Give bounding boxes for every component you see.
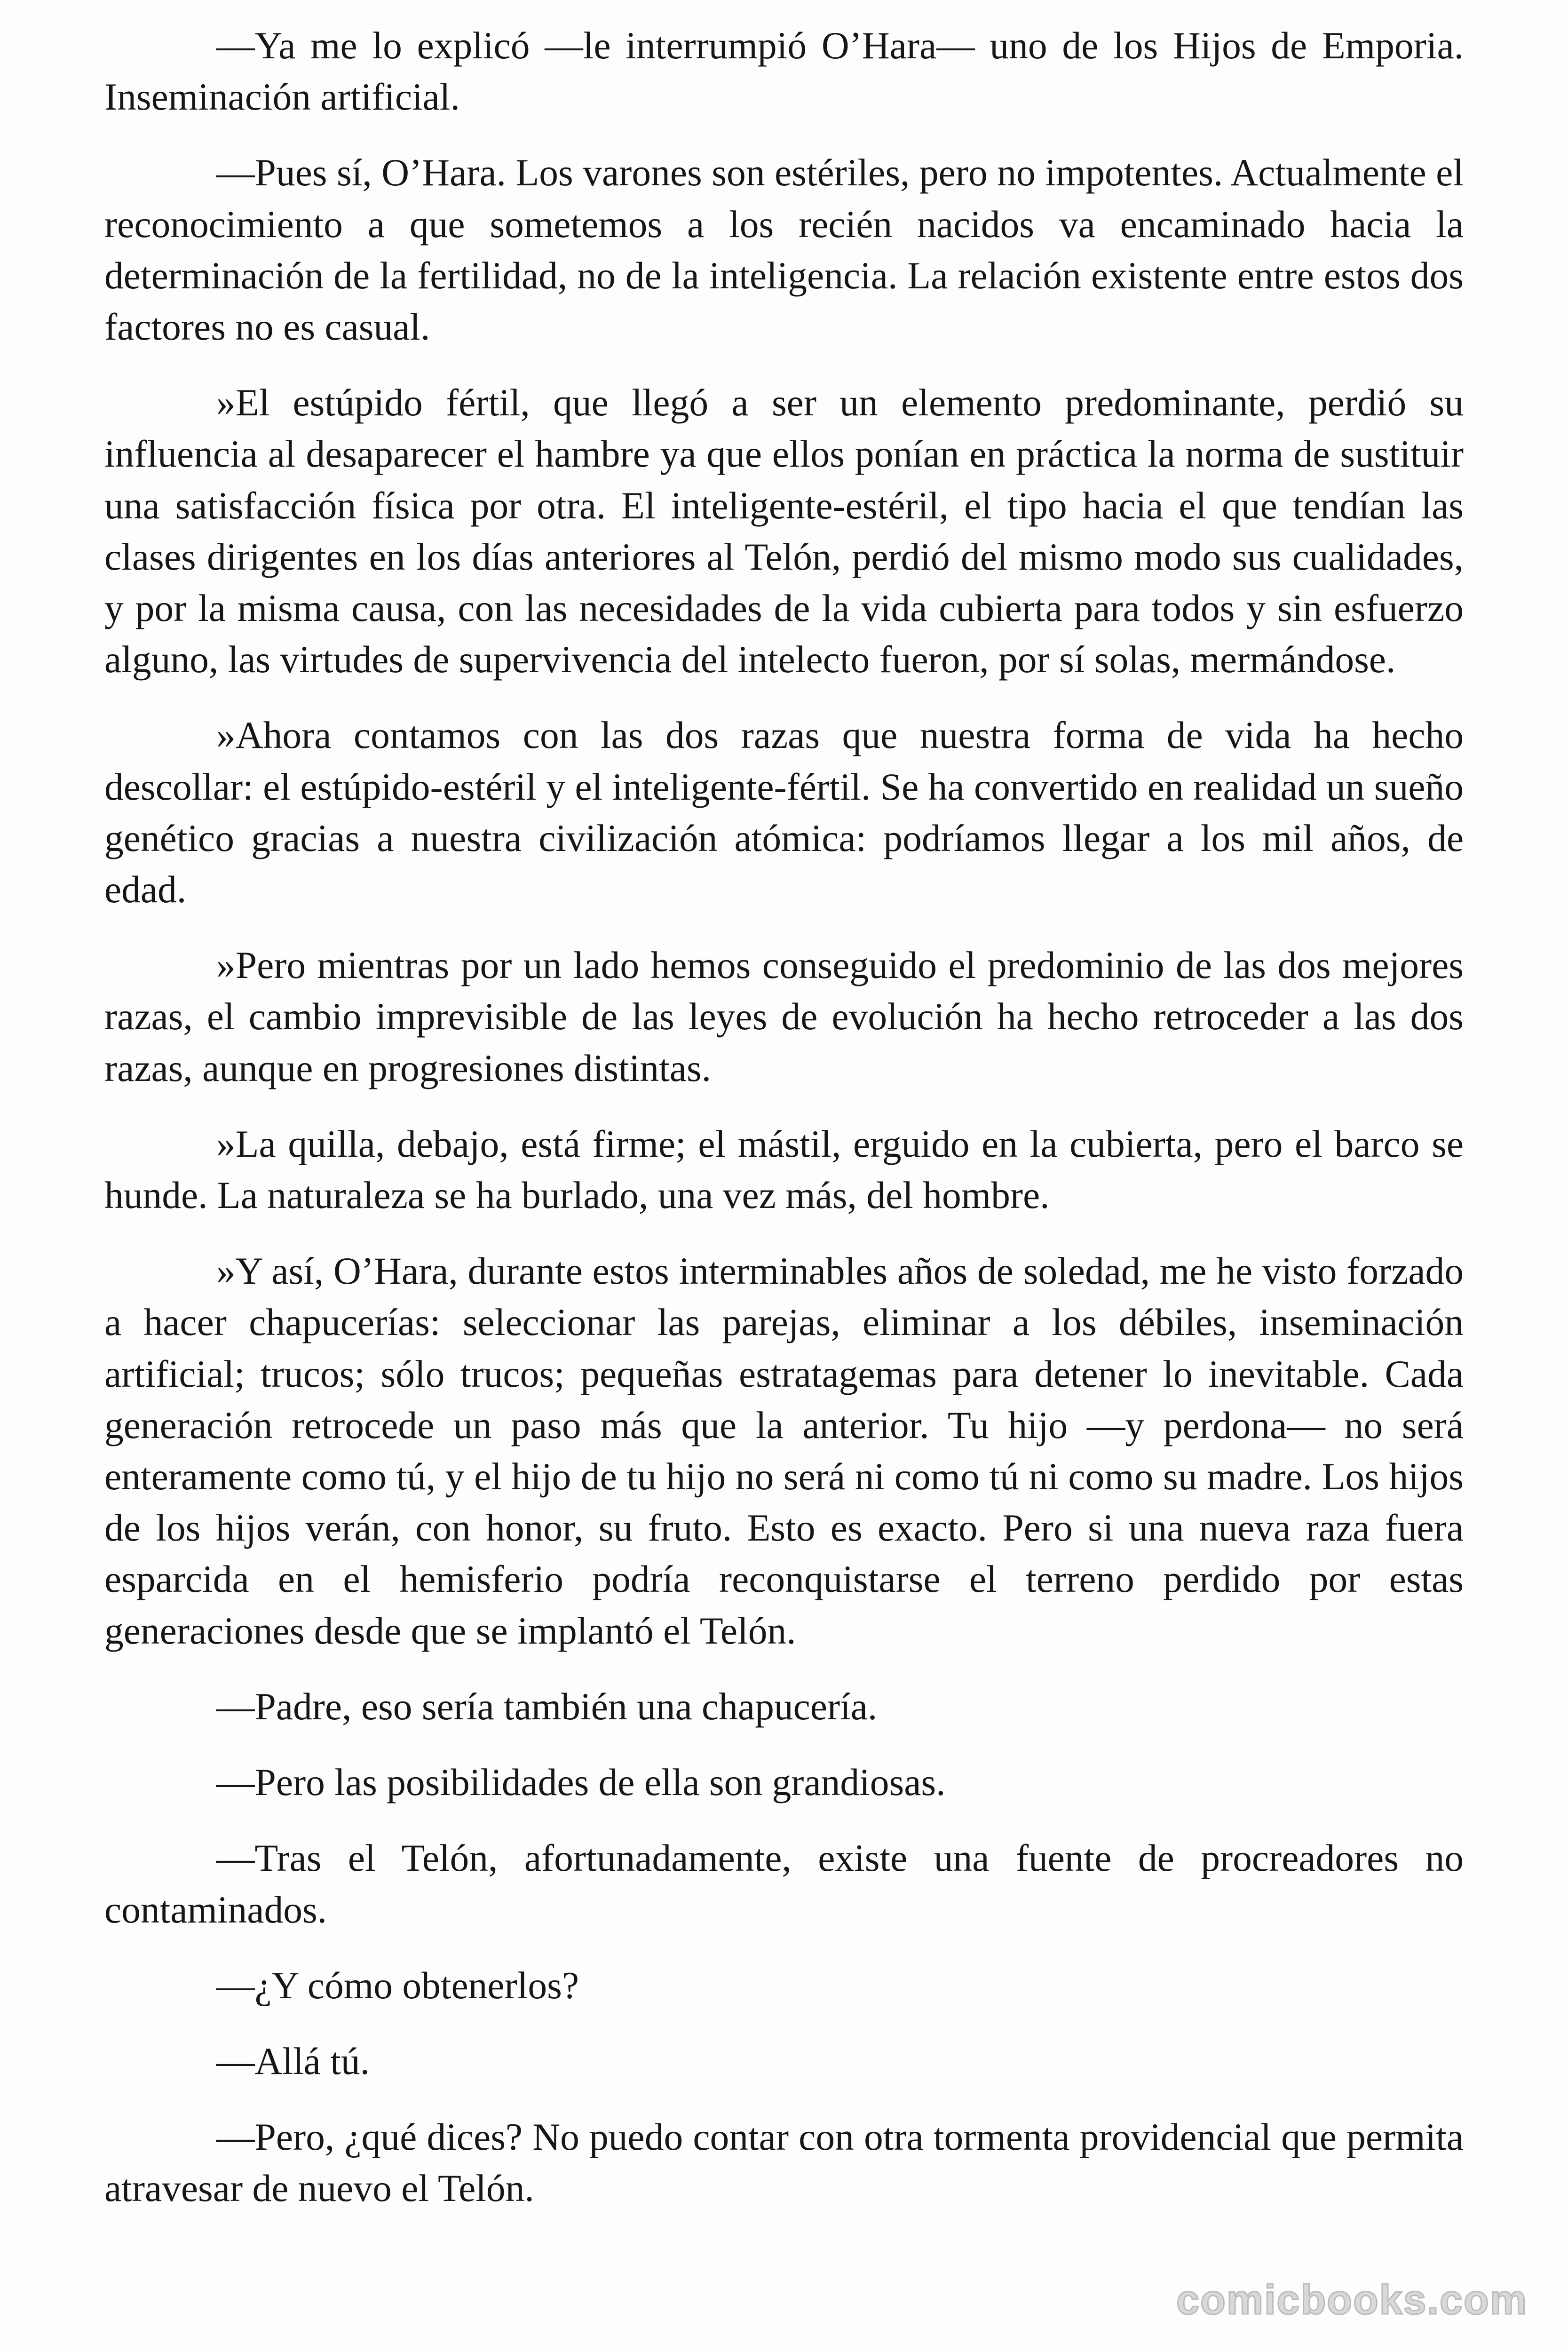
- paragraph: —Pues sí, O’Hara. Los varones son estériles, pero no impotentes. Actualmente el reconocimiento a que sometemos a los recién nacidos va encaminado hacia la determinación de la fertilidad, no de la inteligencia. La relación existente entre estos dos factores no es casual.: [104, 151, 1464, 349]
- paragraph: »Pero mientras por un lado hemos conseguido el predominio de las dos mejores razas, el cambio imprevisible de las leyes de evolución ha hecho retroceder a las dos razas, aunque en progresiones distintas.: [104, 944, 1464, 1089]
- paragraph: —Padre, eso sería también una chapucería.: [216, 1685, 878, 1728]
- paragraph: —Pero las posibilidades de ella son grandiosas.: [216, 1761, 946, 1804]
- paragraph: —Pero, ¿qué dices? No puedo contar con otra tormenta providencial que permita atravesar de nuevo el Telón.: [104, 2115, 1464, 2210]
- paragraph: —Tras el Telón, afortunadamente, existe una fuente de procreadores no contaminados.: [104, 1836, 1464, 1931]
- paragraph: »Y así, O’Hara, durante estos interminables años de soledad, me he visto forzado a hacer chapucerías: seleccionar las parejas, eliminar a los débiles, inseminación artificial; trucos; sólo trucos; pequeñas estratagemas para detener lo inevitable. Cada generación retrocede un paso más que la anterior. Tu hijo —y perdona— no será enteramente como tú, y el hijo de tu hijo no será ni como tú ni como su madre. Los hijos de los hijos verán, con honor, su fruto. Esto es exacto. Pero si una nueva raza fuera esparcida en el hemisferio podría reconquistarse el terreno perdido por estas generaciones desde que se implantó el Telón.: [104, 1249, 1464, 1652]
- paragraph: —¿Y cómo obtenerlos?: [216, 1963, 579, 2007]
- paragraph: »Ahora contamos con las dos razas que nuestra forma de vida ha hecho descollar: el estúpido-estéril y el inteligente-fértil. Se ha convertido en realidad un sueño genético gracias a nuestra civilización atómica: podríamos llegar a los mil años, de edad.: [104, 714, 1464, 911]
- watermark: comicbooks.com: [1176, 2276, 1528, 2323]
- paragraph: —Ya me lo explicó —le interrumpió O’Hara— uno de los Hijos de Emporia. Inseminación artificial.: [104, 24, 1464, 119]
- paragraph: —Allá tú.: [216, 2039, 370, 2082]
- paragraph: »La quilla, debajo, está firme; el mástil, erguido en la cubierta, pero el barco se hunde. La naturaleza se ha burlado, una vez más, del hombre.: [104, 1122, 1464, 1217]
- paragraph: »El estúpido fértil, que llegó a ser un elemento predominante, perdió su influencia al desaparecer el hambre ya que ellos ponían en práctica la norma de sustituir una satisfacción física por otra. El inteligente-estéril, el tipo hacia el que tendían las clases dirigentes en los días anteriores al Telón, perdió del mismo modo sus cualidades, y por la misma causa, con las necesidades de la vida cubierta para todos y sin esfuerzo alguno, las virtudes de supervivencia del intelecto fueron, por sí solas, mermándose.: [104, 381, 1464, 681]
- book-page-text: [104, 20, 1464, 2239]
